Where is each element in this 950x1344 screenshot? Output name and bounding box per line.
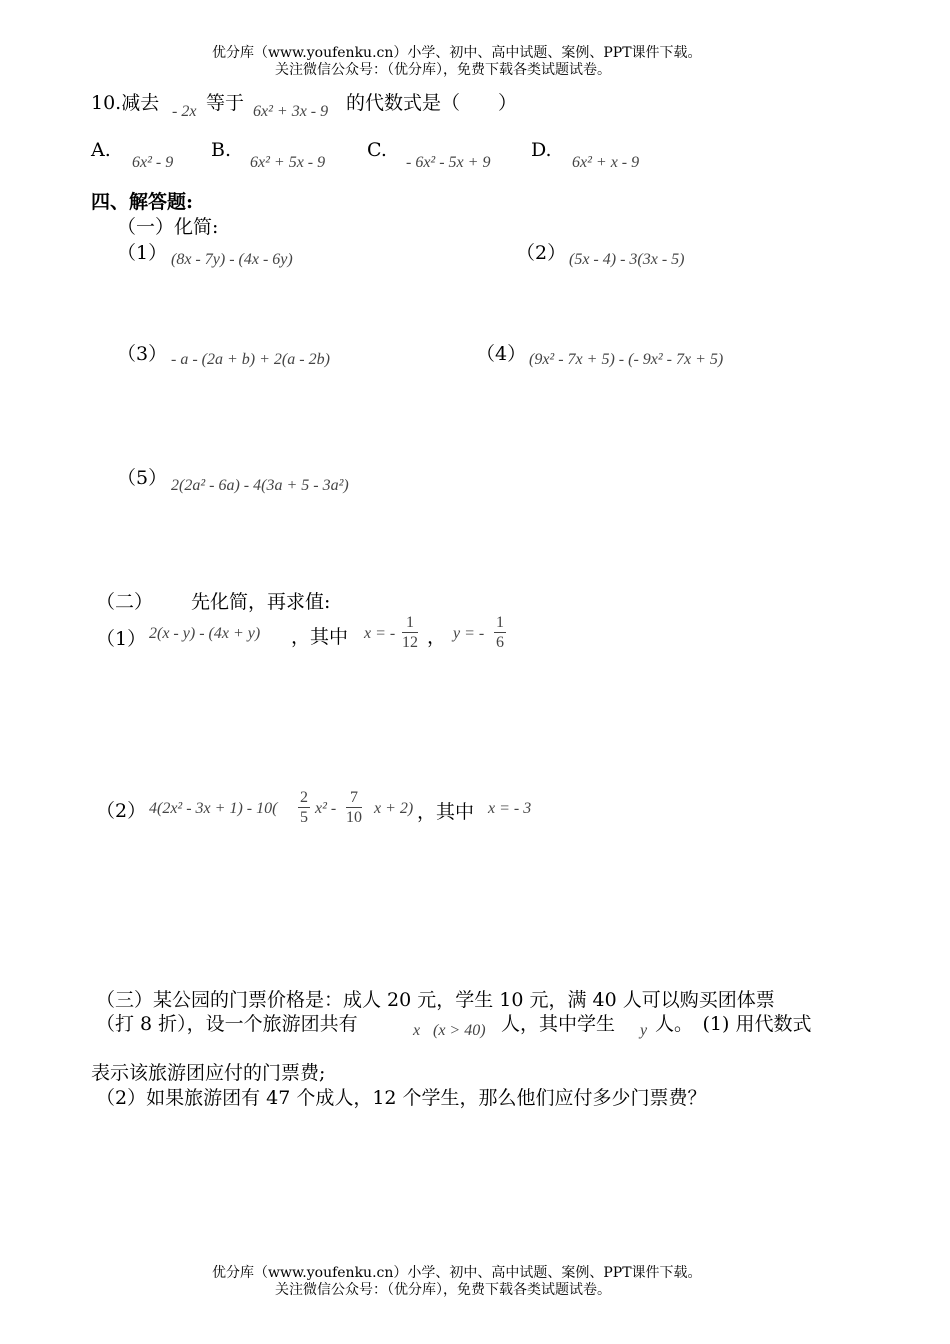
q10-text-3: 的代数式是（ ） — [346, 92, 518, 114]
p2-q2-fraction-2 — [346, 789, 362, 828]
p2-q1-x-eq: x = - — [364, 625, 396, 642]
item-5-expr: 2(2a² - 6a) - 4(3a + 5 - 3a²) — [171, 477, 349, 494]
part-2-label: （二） — [96, 591, 154, 613]
p3-condition: (x > 40) — [433, 1022, 486, 1039]
part-2-title: 先化简，再求值: — [191, 591, 331, 613]
q10-text-1: 减去 — [121, 92, 160, 114]
p2-q1-y-fraction — [494, 614, 506, 653]
item-3-expr: - a - (2a + b) + 2(a - 2b) — [171, 351, 330, 368]
p2-q1-y-numerator: 1 — [496, 614, 504, 631]
item-2-label: （2） — [516, 242, 567, 264]
p2-q1-y-denominator: 6 — [496, 634, 504, 651]
p2-q1-separator: ， — [427, 626, 447, 648]
item-4-expr: (9x² - 7x + 5) - (- 9x² - 7x + 5) — [529, 351, 724, 368]
footer-line-1: 优分库（www.youfenku.cn）小学、初中、高中试题、案例、PPT课件下载。 — [212, 1265, 702, 1281]
option-b-expr: 6x² + 5x - 9 — [250, 154, 326, 171]
p2-q2-fraction-1 — [298, 789, 310, 828]
item-1-label: （1） — [117, 242, 168, 264]
p2-q2-cond: ，其中 — [417, 801, 475, 823]
p2-q1-label: （1） — [96, 628, 147, 650]
option-a-label: A. — [91, 139, 111, 161]
item-1-expr: (8x - 7y) - (4x - 6y) — [171, 251, 293, 268]
option-b-label: B. — [211, 139, 232, 161]
p3-line-4: （2）如果旅游团有 47 个成人，12 个学生，那么他们应付多少门票费？ — [96, 1087, 707, 1109]
footer-line-2: 关注微信公众号：（优分库），免费下载各类试题试卷。 — [275, 1282, 611, 1298]
item-2-expr: (5x - 4) - 3(3x - 5) — [569, 251, 685, 268]
option-c-label: C. — [367, 139, 387, 161]
item-5-label: （5） — [117, 467, 168, 489]
p3-line-2c: 人。 (1) 用代数式 — [655, 1013, 812, 1035]
option-a-expr: 6x² - 9 — [132, 154, 174, 171]
q10-text-2: 等于 — [206, 92, 245, 114]
p2-q2-f1-denominator: 5 — [300, 809, 308, 826]
option-d-label: D. — [531, 139, 552, 161]
p2-q2-f2-numerator: 7 — [346, 789, 362, 808]
q10-expr-1: - 2x — [172, 103, 197, 120]
p2-q1-y-eq: y = - — [453, 625, 485, 642]
p3-line-2a: （打 8 折），设一个旅游团共有 — [96, 1013, 358, 1035]
p2-q1-expr: 2(x - y) - (4x + y) — [149, 625, 261, 642]
p2-q2-x-value: x = - 3 — [488, 800, 532, 817]
p2-q1-x-denominator: 12 — [402, 634, 418, 651]
q10-expr-2: 6x² + 3x - 9 — [253, 103, 329, 120]
p2-q1-cond: ，其中 — [291, 626, 349, 648]
q10-stem — [91, 88, 159, 115]
p2-q2-f2-denominator: 10 — [346, 809, 362, 826]
header-line-2: 关注微信公众号：（优分库），免费下载各类试题试卷。 — [275, 62, 611, 78]
part-1-title: （一）化简: — [117, 216, 219, 238]
p3-line-3: 表示该旅游团应付的门票费; — [91, 1062, 326, 1084]
p2-q2-expr-a: 4(2x² - 3x + 1) - 10( — [149, 800, 278, 817]
p2-q2-f1-numerator: 2 — [300, 789, 308, 806]
p2-q1-x-numerator: 1 — [402, 614, 418, 633]
p3-line-2b: 人，其中学生 — [501, 1013, 616, 1035]
p3-line-1: （三）某公园的门票价格是：成人 20 元，学生 10 元，满 40 人可以购买团体票 — [96, 989, 775, 1011]
header-line-1: 优分库（www.youfenku.cn）小学、初中、高中试题、案例、PPT课件下载。 — [212, 45, 702, 61]
section-4-title: 四、解答题: — [91, 191, 194, 213]
p2-q1-x-fraction — [402, 614, 418, 653]
option-c-expr: - 6x² - 5x + 9 — [406, 154, 491, 171]
p3-var-y: y — [640, 1022, 648, 1039]
item-4-label: （4） — [476, 343, 527, 365]
q10-number: 10. — [91, 92, 122, 114]
p2-q2-expr-b: x² - — [315, 800, 337, 817]
option-d-expr: 6x² + x - 9 — [572, 154, 640, 171]
p2-q2-expr-c: x + 2) — [374, 800, 414, 817]
p2-q2-label: （2） — [96, 800, 147, 822]
item-3-label: （3） — [117, 343, 168, 365]
p3-var-x: x — [413, 1022, 421, 1039]
